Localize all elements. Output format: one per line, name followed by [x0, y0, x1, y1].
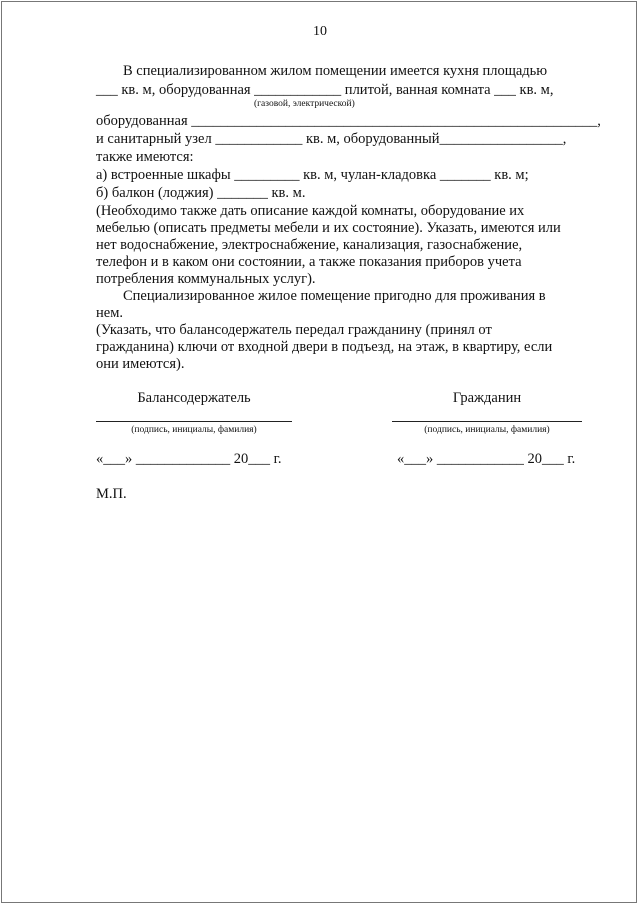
left-signatory-title: Балансодержатель	[137, 390, 251, 406]
left-signature-caption: (подпись, инициалы, фамилия)	[131, 425, 257, 435]
text-line-7: б) балкон (лоджия) _______ кв. м.	[96, 185, 306, 201]
instruction-line-3: нет водоснабжение, электроснабжение, канализация, газоснабжение,	[96, 237, 523, 253]
text-line-2: ___ кв. м, оборудованная ____________ плитой, ванная комната ___ кв. м,	[96, 82, 554, 98]
right-signatory-title: Гражданин	[452, 390, 522, 406]
instruction-line-5: потребления коммунальных услуг).	[96, 271, 316, 287]
text-line-5: также имеются:	[96, 149, 194, 165]
text-line-1: В специализированном жилом помещении имеется кухня площадью	[123, 63, 548, 79]
text-line-3: оборудованная ________________________________________________________,	[96, 113, 601, 129]
keys-line-3: они имеются).	[96, 356, 185, 372]
text-line-4: и санитарный узел ____________ кв. м, оборудованный_________________,	[96, 131, 567, 147]
left-signature-line	[96, 421, 292, 422]
stamp-label: М.П.	[96, 486, 127, 502]
page-number: 10	[313, 24, 327, 39]
suitability-line-1: Специализированное жилое помещение пригодно для проживания в	[123, 288, 546, 304]
suitability-line-2: нем.	[96, 305, 123, 321]
stove-type-note: (газовой, электрической)	[254, 99, 355, 109]
right-date-line: «___» ____________ 20___ г.	[397, 451, 576, 467]
right-signature-line	[392, 421, 582, 422]
instruction-line-2: мебелью (описать предметы мебели и их состояние). Указать, имеются или	[96, 220, 561, 236]
keys-line-1: (Указать, что балансодержатель передал гражданину (принял от	[96, 322, 492, 338]
instruction-line-1: (Необходимо также дать описание каждой комнаты, оборудование их	[96, 203, 525, 219]
text-line-6: а) встроенные шкафы _________ кв. м, чулан-кладовка _______ кв. м;	[96, 167, 529, 183]
keys-line-2: гражданина) ключи от входной двери в подъезд, на этаж, в квартиру, если	[96, 339, 553, 355]
right-signature-caption: (подпись, инициалы, фамилия)	[424, 425, 550, 435]
left-date-line: «___» _____________ 20___ г.	[96, 451, 282, 467]
instruction-line-4: телефон и в каком они состоянии, а также показания приборов учета	[96, 254, 522, 270]
